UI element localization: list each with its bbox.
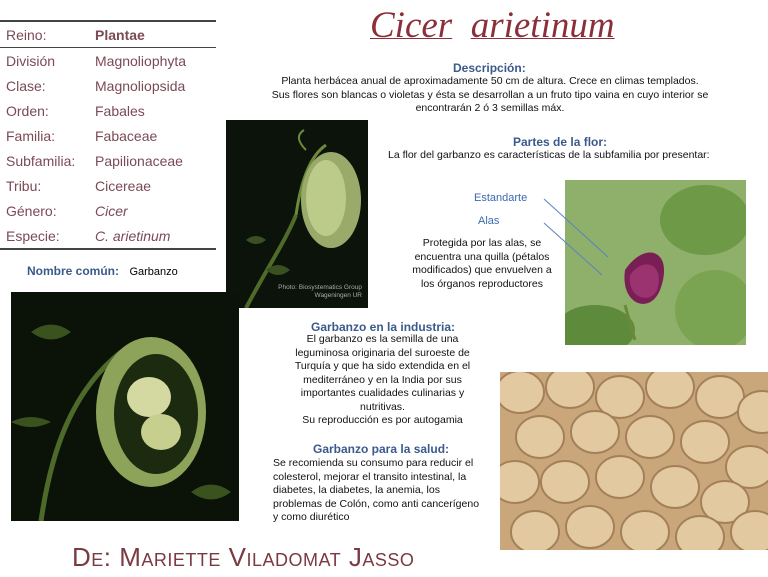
taxonomy-value: Magnoliopsida bbox=[95, 77, 186, 94]
taxonomy-value: Fabales bbox=[95, 102, 145, 119]
taxonomy-value: Cicer bbox=[95, 202, 128, 219]
photo-credit-line: Photo: Biosystematics Group bbox=[278, 284, 362, 291]
chickpea-seed bbox=[651, 466, 699, 508]
taxonomy-value: Fabaceae bbox=[95, 127, 158, 144]
taxonomy-table bbox=[0, 20, 216, 250]
taxonomy-key: Orden: bbox=[6, 102, 49, 119]
label-pointer-lines bbox=[540, 195, 620, 285]
taxonomy-key: Especie: bbox=[6, 227, 60, 244]
taxonomy-value: Cicereae bbox=[95, 177, 152, 194]
title-species: arietinum bbox=[470, 5, 615, 46]
taxonomy-key: Tribu: bbox=[6, 177, 42, 194]
author-credit: De: Mariette Viladomat Jasso bbox=[72, 542, 415, 572]
quilla-line: encuentra una quilla (pétalos bbox=[414, 250, 550, 263]
taxonomy-value: C. arietinum bbox=[95, 227, 171, 244]
industria-line: leguminosa originaria del suroeste de bbox=[295, 346, 470, 359]
chickpea-seed bbox=[500, 461, 539, 503]
salud-heading: Garbanzo para la salud: bbox=[313, 442, 450, 456]
taxonomy-row bbox=[0, 173, 216, 198]
industria-text bbox=[270, 333, 495, 428]
chickpea-seed bbox=[500, 372, 544, 413]
photo-credit-line: Wageningen UR bbox=[314, 292, 362, 299]
taxonomy-row bbox=[0, 98, 216, 123]
taxonomy-row bbox=[0, 148, 216, 173]
chickpea-seed bbox=[596, 456, 644, 498]
taxonomy-row bbox=[0, 22, 216, 48]
salud-text bbox=[273, 457, 503, 525]
salud-line: colesterol, mejorar el transito intestinal, la bbox=[273, 470, 467, 483]
label-estandarte: Estandarte bbox=[474, 192, 528, 204]
descripcion-heading: Descripción: bbox=[453, 61, 526, 75]
chickpea-seed bbox=[676, 516, 724, 550]
chickpeas-photo bbox=[500, 372, 768, 550]
quilla-line: modificados) que envuelven a bbox=[412, 264, 552, 276]
chickpea-seed bbox=[511, 511, 559, 550]
industria-line: mediterráneo y en la India por sus bbox=[303, 373, 462, 386]
chickpea-seed bbox=[541, 461, 589, 503]
taxonomy-key: Subfamilia: bbox=[6, 152, 76, 169]
chickpea-seed bbox=[516, 416, 564, 458]
chickpea-seed bbox=[546, 372, 594, 408]
page-title bbox=[370, 4, 615, 47]
taxonomy-key: Género: bbox=[6, 202, 57, 219]
descripcion-line: encontrarán 2 ó 3 semillas máx. bbox=[415, 102, 565, 114]
quilla-line: los órganos reproductores bbox=[421, 277, 543, 290]
common-name-value: Garbanzo bbox=[129, 266, 178, 278]
chickpea-pod-photo bbox=[226, 120, 368, 308]
partes-heading: Partes de la flor: bbox=[513, 135, 608, 149]
common-name bbox=[27, 262, 178, 280]
quilla-line: Protegida por las alas, se bbox=[422, 237, 542, 249]
salud-line: problemas de Colón, como anti cancerígeno bbox=[273, 497, 480, 510]
taxonomy-row bbox=[0, 48, 216, 73]
chickpea-open-pod-photo bbox=[11, 292, 239, 521]
descripcion-line: Sus flores son blancas o violetas y ésta se desarrollan a un fruto tipo vaina en cuyo interior se bbox=[271, 88, 709, 101]
taxonomy-value: Magnoliophyta bbox=[95, 52, 187, 69]
industria-line: Su reproducción es por autogamia bbox=[302, 414, 463, 426]
taxonomy-key: División bbox=[6, 52, 56, 69]
salud-line: diabetes, la diabetes, la anemia, los bbox=[273, 484, 440, 496]
taxonomy-row bbox=[0, 198, 216, 223]
chickpea-seed bbox=[621, 511, 669, 550]
chickpea-seed bbox=[571, 411, 619, 453]
chickpea-seed bbox=[681, 421, 729, 463]
chickpea-seed bbox=[626, 416, 674, 458]
label-alas: Alas bbox=[478, 215, 500, 227]
photo-credit bbox=[262, 284, 362, 300]
taxonomy-row bbox=[0, 223, 216, 248]
descripcion-line: Planta herbácea anual de aproximadamente 50 cm de altura. Crece en climas templados. bbox=[281, 75, 699, 87]
chickpea-seed bbox=[646, 372, 694, 408]
chickpea-seed bbox=[566, 506, 614, 548]
descripcion-text bbox=[250, 75, 730, 116]
partes-text: La flor del garbanzo es características de la subfamilia por presentar: bbox=[388, 149, 710, 161]
taxonomy-key: Reino: bbox=[6, 26, 47, 43]
title-genus: Cicer bbox=[370, 5, 453, 46]
industria-line: El garbanzo es la semilla de una bbox=[306, 333, 459, 345]
industria-line: nutritivas. bbox=[360, 400, 405, 413]
taxonomy-value: Plantae bbox=[95, 26, 145, 43]
taxonomy-value: Papilionaceae bbox=[95, 152, 183, 169]
salud-line: Se recomienda su consumo para reducir el bbox=[273, 457, 474, 469]
taxonomy-row bbox=[0, 73, 216, 98]
industria-heading: Garbanzo en la industria: bbox=[311, 320, 456, 334]
chickpea-seed bbox=[696, 376, 744, 418]
taxonomy-row bbox=[0, 123, 216, 148]
industria-line: Turquía y que ha sido extendida en el bbox=[294, 360, 471, 372]
common-name-label: Nombre común: bbox=[27, 264, 120, 278]
salud-line: y como diurético bbox=[273, 511, 350, 523]
taxonomy-key: Clase: bbox=[6, 77, 46, 94]
industria-line: importantes cualidades culinarias y bbox=[300, 387, 465, 399]
taxonomy-key: Familia: bbox=[6, 127, 56, 144]
